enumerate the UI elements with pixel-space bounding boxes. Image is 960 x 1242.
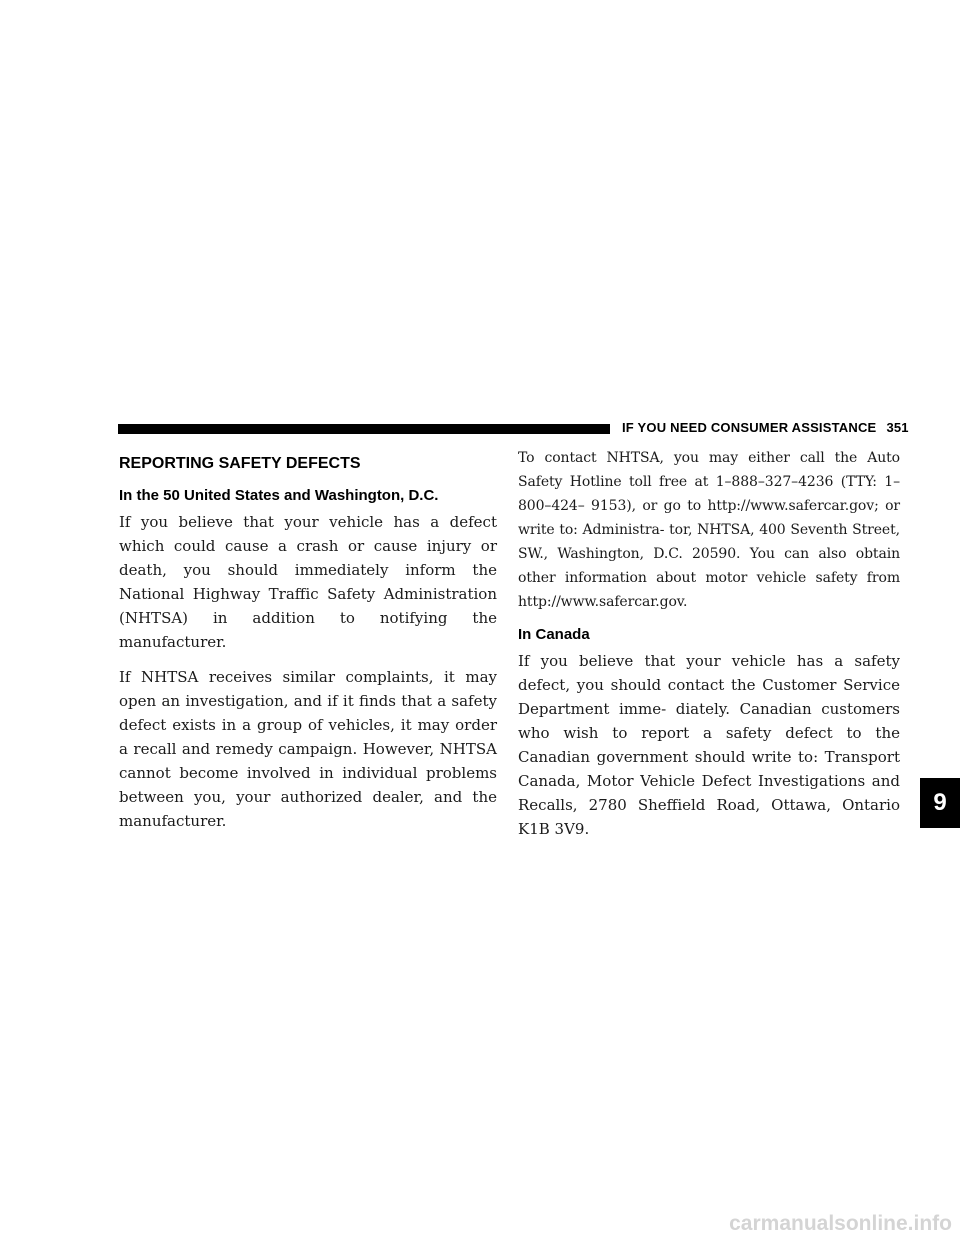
running-header (622, 420, 909, 435)
page-number: 351 (886, 420, 909, 435)
section-title: REPORTING SAFETY DEFECTS (119, 455, 361, 472)
right-column (518, 446, 900, 852)
us-paragraph-2: If NHTSA receives similar complaints, it may open an investigation, and if it finds that a safety defect exists in a group of vehicles, it may order a recall and remedy campaign. However, NHTSA cannot become involved in individual problems between you, your authorized dealer, and the manufacturer. (119, 668, 497, 830)
us-subheading: In the 50 United States and Washington, D.C. (119, 487, 439, 504)
header-rule (118, 424, 610, 434)
nhtsa-contact-paragraph: To contact NHTSA, you may either call the Auto Safety Hotline toll free at 1–888–327–4236 (TTY: 1–800–424– 9153), or go to http://www.safercar.gov; or write to: Administra- tor, NHTSA, 400 Seventh Street, SW., Washington, D.C. 20590. You can also obtain other information about motor vehicle safety from http://www.safercar.gov. (518, 450, 900, 610)
chapter-tab: 9 (920, 778, 960, 828)
left-column (119, 448, 497, 844)
canada-subheading: In Canada (518, 626, 590, 643)
us-paragraph-1: If you believe that your vehicle has a defect which could cause a crash or cause injury or death, you should immediately inform the National Highway Traffic Safety Administration (NHTSA) in addition to notifying the manufacturer. (119, 513, 497, 651)
canada-paragraph: If you believe that your vehicle has a safety defect, you should contact the Customer Service Department imme- diately. Canadian customers who wish to report a safety defect to the Canadian government should write to: Transport Canada, Motor Vehicle Defect Investigations and Recalls, 2780 Sheffield Road, Ottawa, Ontario K1B 3V9. (518, 652, 900, 838)
running-header-title: IF YOU NEED CONSUMER ASSISTANCE (622, 420, 877, 435)
watermark: carmanualsonline.info (729, 1212, 952, 1235)
